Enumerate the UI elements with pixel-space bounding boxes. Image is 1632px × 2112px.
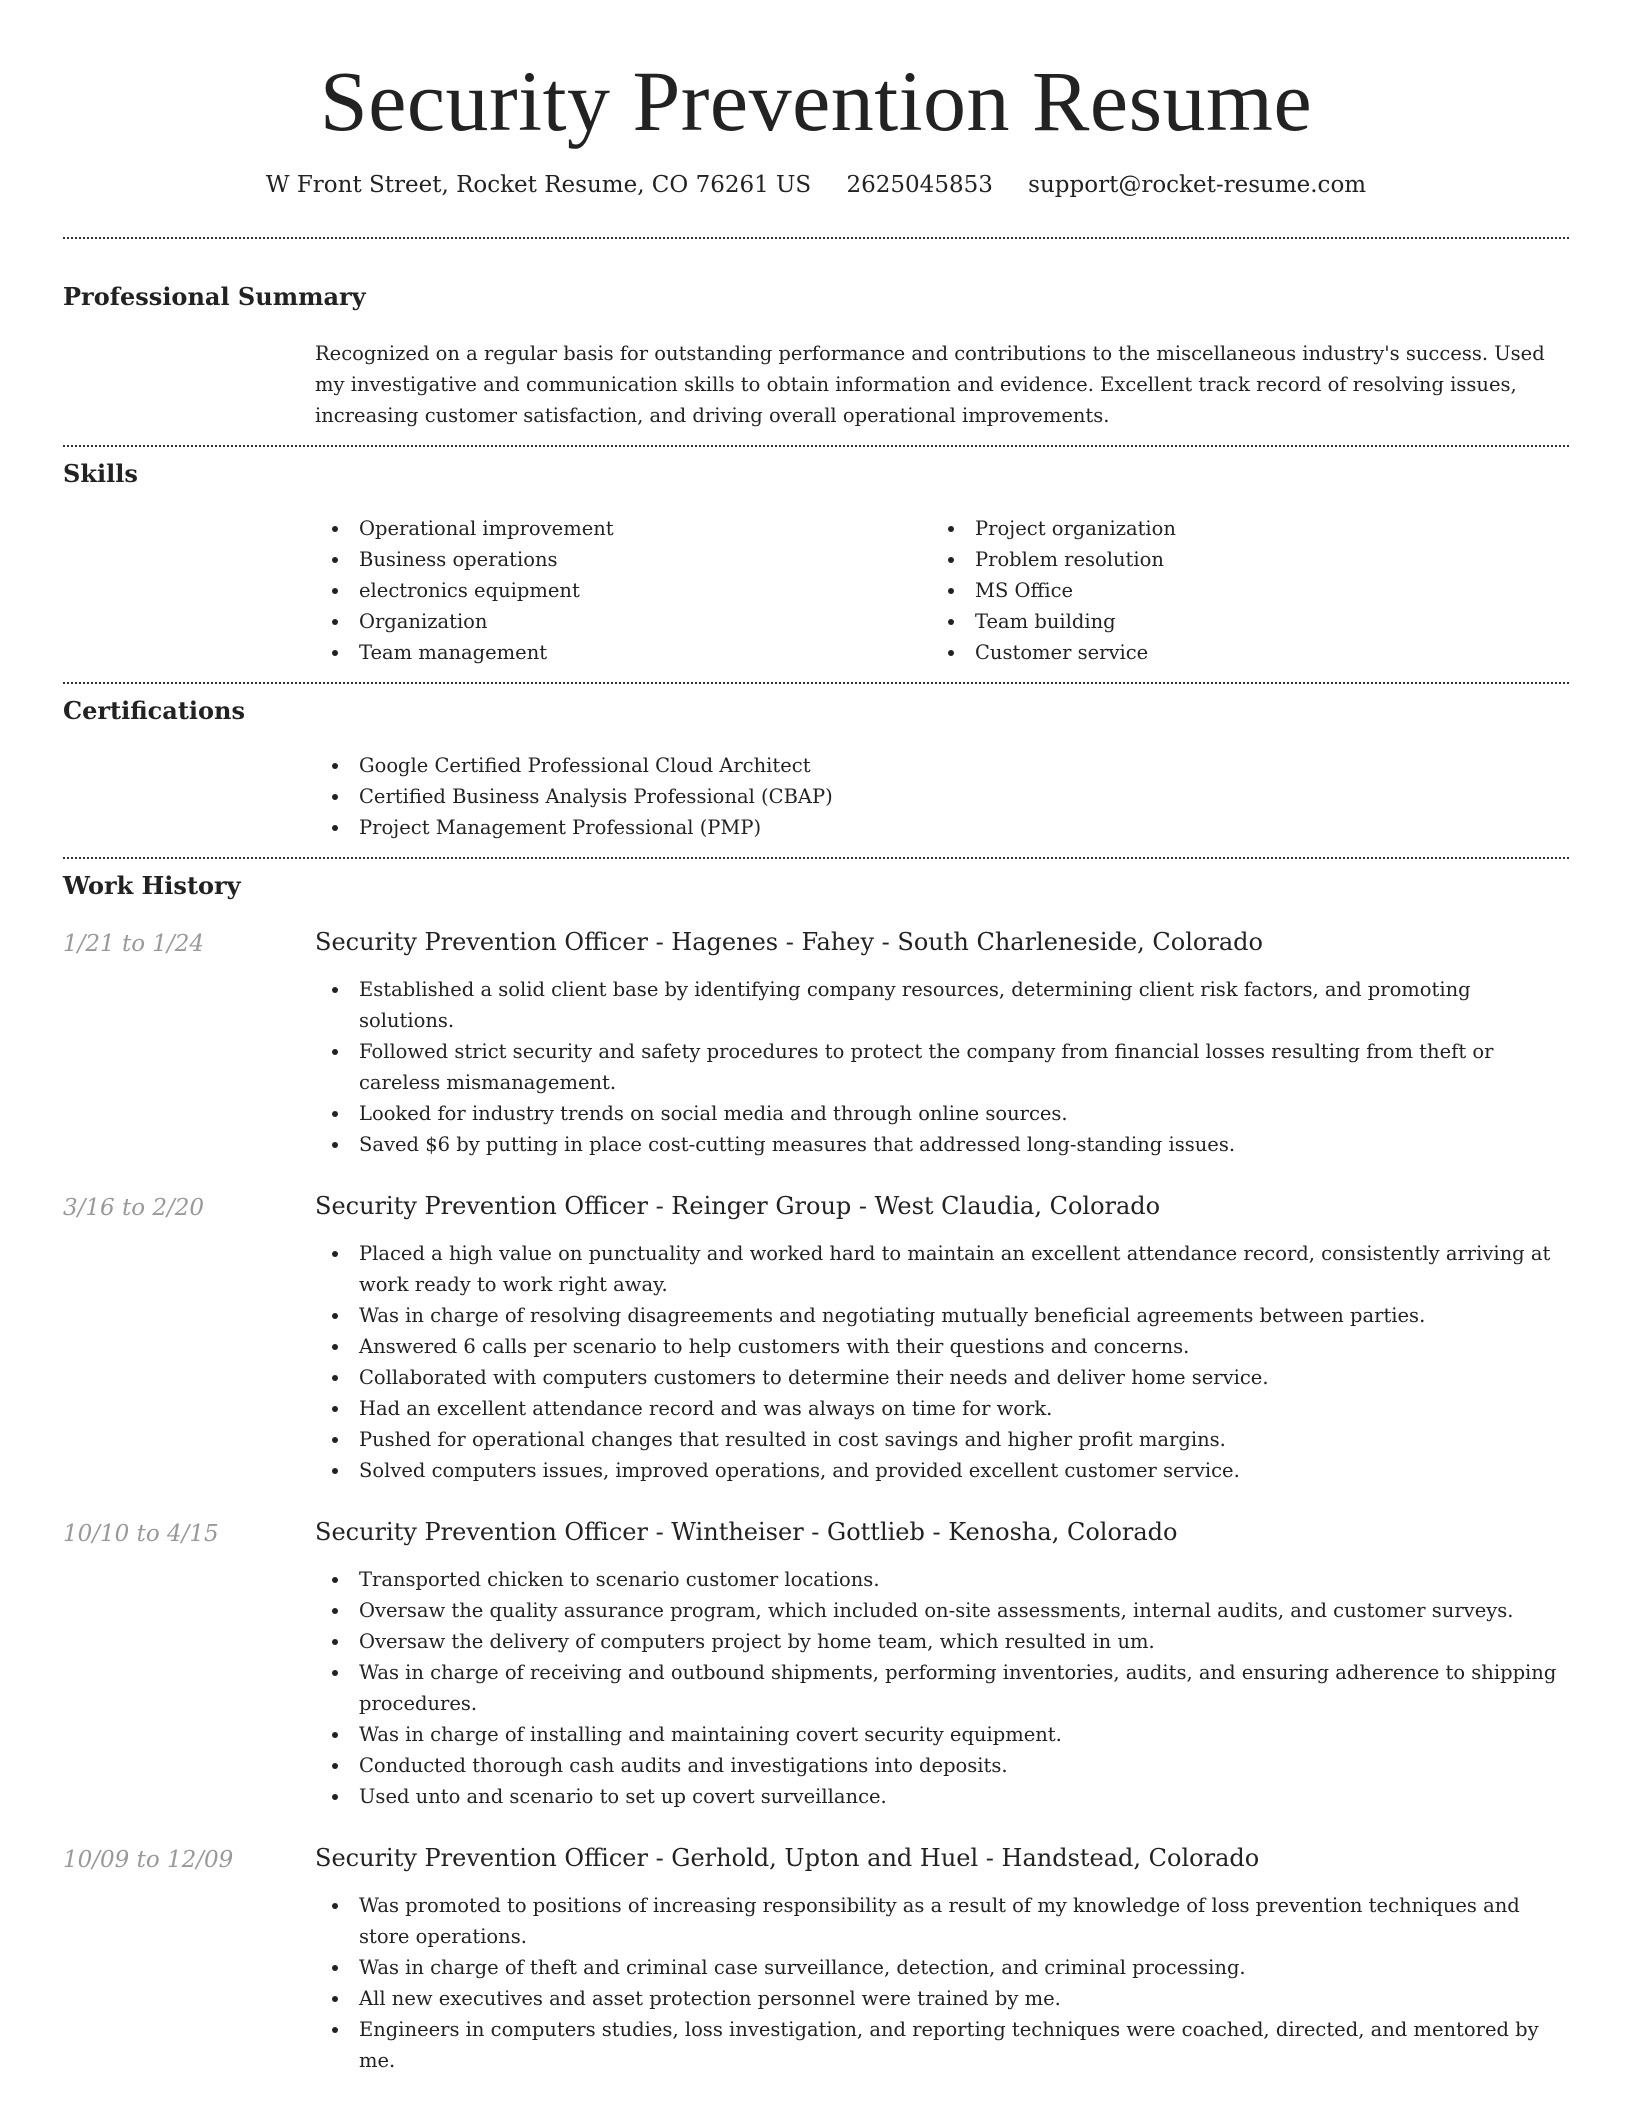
job-bullets <box>315 974 1559 1160</box>
job-bullet: Transported chicken to scenario customer locations. <box>315 1564 1559 1595</box>
job-body <box>315 1846 1569 2076</box>
job-bullet: Oversaw the quality assurance program, which included on-site assessments, internal audits, and customer surveys. <box>315 1595 1559 1626</box>
summary-text: Recognized on a regular basis for outstanding performance and contributions to the miscellaneous industry's success. Used my investigative and communication skills to obtain information and evidence. Excellent track record of resolving issues, increasing customer satisfaction, and driving overall operational improvements. <box>315 342 1545 427</box>
job-bullet: Was in charge of theft and criminal case surveillance, detection, and criminal processing. <box>315 1952 1559 1983</box>
skills-column-left <box>315 513 931 668</box>
skill-item: Organization <box>315 606 931 637</box>
skills-section <box>63 447 1569 668</box>
skill-item: MS Office <box>931 575 1547 606</box>
skill-item: Business operations <box>315 544 931 575</box>
job-bullet: Used unto and scenario to set up covert surveillance. <box>315 1781 1559 1812</box>
skill-item: Operational improvement <box>315 513 931 544</box>
skills-heading: Skills <box>63 459 138 488</box>
job-bullet: Pushed for operational changes that resulted in cost savings and higher profit margins. <box>315 1424 1559 1455</box>
job-bullets <box>315 1890 1559 2076</box>
job-dates: 3/16 to 2/20 <box>63 1195 205 1221</box>
job-bullet: Had an excellent attendance record and was always on time for work. <box>315 1393 1559 1424</box>
contact-phone: 2625045853 <box>846 172 993 198</box>
job-bullet: Was in charge of receiving and outbound shipments, performing inventories, audits, and ensuring adherence to shipping procedures. <box>315 1657 1559 1719</box>
contact-email: support@rocket-resume.com <box>1028 172 1367 198</box>
job-dates: 10/10 to 4/15 <box>63 1521 219 1547</box>
job-entry <box>63 930 1569 1160</box>
summary-section <box>63 282 1569 431</box>
job-title: Security Prevention Officer - Hagenes - Fahey - South Charleneside, Colorado <box>315 928 1263 956</box>
contact-address: W Front Street, Rocket Resume, CO 76261 US <box>265 172 812 198</box>
contact-line <box>63 174 1569 197</box>
skill-item: Customer service <box>931 637 1547 668</box>
job-title: Security Prevention Officer - Wintheiser - Gottlieb - Kenosha, Colorado <box>315 1518 1178 1546</box>
job-bullet: Answered 6 calls per scenario to help customers with their questions and concerns. <box>315 1331 1559 1362</box>
certification-item: Project Management Professional (PMP) <box>315 812 1569 843</box>
job-bullet: Collaborated with computers customers to determine their needs and deliver home service. <box>315 1362 1559 1393</box>
job-bullet: Conducted thorough cash audits and investigations into deposits. <box>315 1750 1559 1781</box>
certifications-section <box>63 684 1569 843</box>
certifications-list <box>315 750 1569 843</box>
certification-item: Certified Business Analysis Professional (CBAP) <box>315 781 1569 812</box>
job-bullet: Saved $6 by putting in place cost-cutting measures that addressed long-standing issues. <box>315 1129 1559 1160</box>
job-bullet: Placed a high value on punctuality and worked hard to maintain an excellent attendance record, consistently arriving at work ready to work right away. <box>315 1238 1559 1300</box>
skill-item: Project organization <box>931 513 1547 544</box>
job-body <box>315 930 1569 1160</box>
job-dates: 1/21 to 1/24 <box>63 931 205 957</box>
job-entry <box>63 1520 1569 1812</box>
summary-heading: Professional Summary <box>63 282 366 311</box>
job-bullets <box>315 1238 1559 1486</box>
job-bullet: Looked for industry trends on social media and through online sources. <box>315 1098 1559 1129</box>
job-bullet: Followed strict security and safety procedures to protect the company from financial losses resulting from theft or careless mismanagement. <box>315 1036 1559 1098</box>
work-history-heading: Work History <box>63 871 241 900</box>
job-body <box>315 1194 1569 1486</box>
skill-item: Team building <box>931 606 1547 637</box>
job-entry <box>63 1194 1569 1486</box>
certification-item: Google Certified Professional Cloud Architect <box>315 750 1569 781</box>
skill-item: electronics equipment <box>315 575 931 606</box>
skill-item: Problem resolution <box>931 544 1547 575</box>
resume-title: Security Prevention Resume <box>319 53 1313 149</box>
job-bullet: Solved computers issues, improved operations, and provided excellent customer service. <box>315 1455 1559 1486</box>
job-bullet: All new executives and asset protection personnel were trained by me. <box>315 1983 1559 2014</box>
job-title: Security Prevention Officer - Gerhold, Upton and Huel - Handstead, Colorado <box>315 1844 1260 1872</box>
skill-item: Team management <box>315 637 931 668</box>
job-bullet: Was in charge of resolving disagreements and negotiating mutually beneficial agreements between parties. <box>315 1300 1559 1331</box>
skills-grid <box>315 513 1569 668</box>
certifications-heading: Certifications <box>63 696 246 725</box>
job-title: Security Prevention Officer - Reinger Group - West Claudia, Colorado <box>315 1192 1161 1220</box>
job-bullets <box>315 1564 1559 1812</box>
job-dates: 10/09 to 12/09 <box>63 1847 234 1873</box>
job-bullet: Engineers in computers studies, loss investigation, and reporting techniques were coached, directed, and mentored by me. <box>315 2014 1559 2076</box>
job-bullet: Oversaw the delivery of computers project by home team, which resulted in um. <box>315 1626 1559 1657</box>
job-bullet: Was in charge of installing and maintaining covert security equipment. <box>315 1719 1559 1750</box>
skills-column-right <box>931 513 1547 668</box>
work-history-section <box>63 859 1569 2076</box>
job-body <box>315 1520 1569 1812</box>
job-bullet: Established a solid client base by identifying company resources, determining client risk factors, and promoting solutions. <box>315 974 1559 1036</box>
job-bullet: Was promoted to positions of increasing responsibility as a result of my knowledge of loss prevention techniques and store operations. <box>315 1890 1559 1952</box>
divider <box>63 237 1569 239</box>
job-entry <box>63 1846 1569 2076</box>
